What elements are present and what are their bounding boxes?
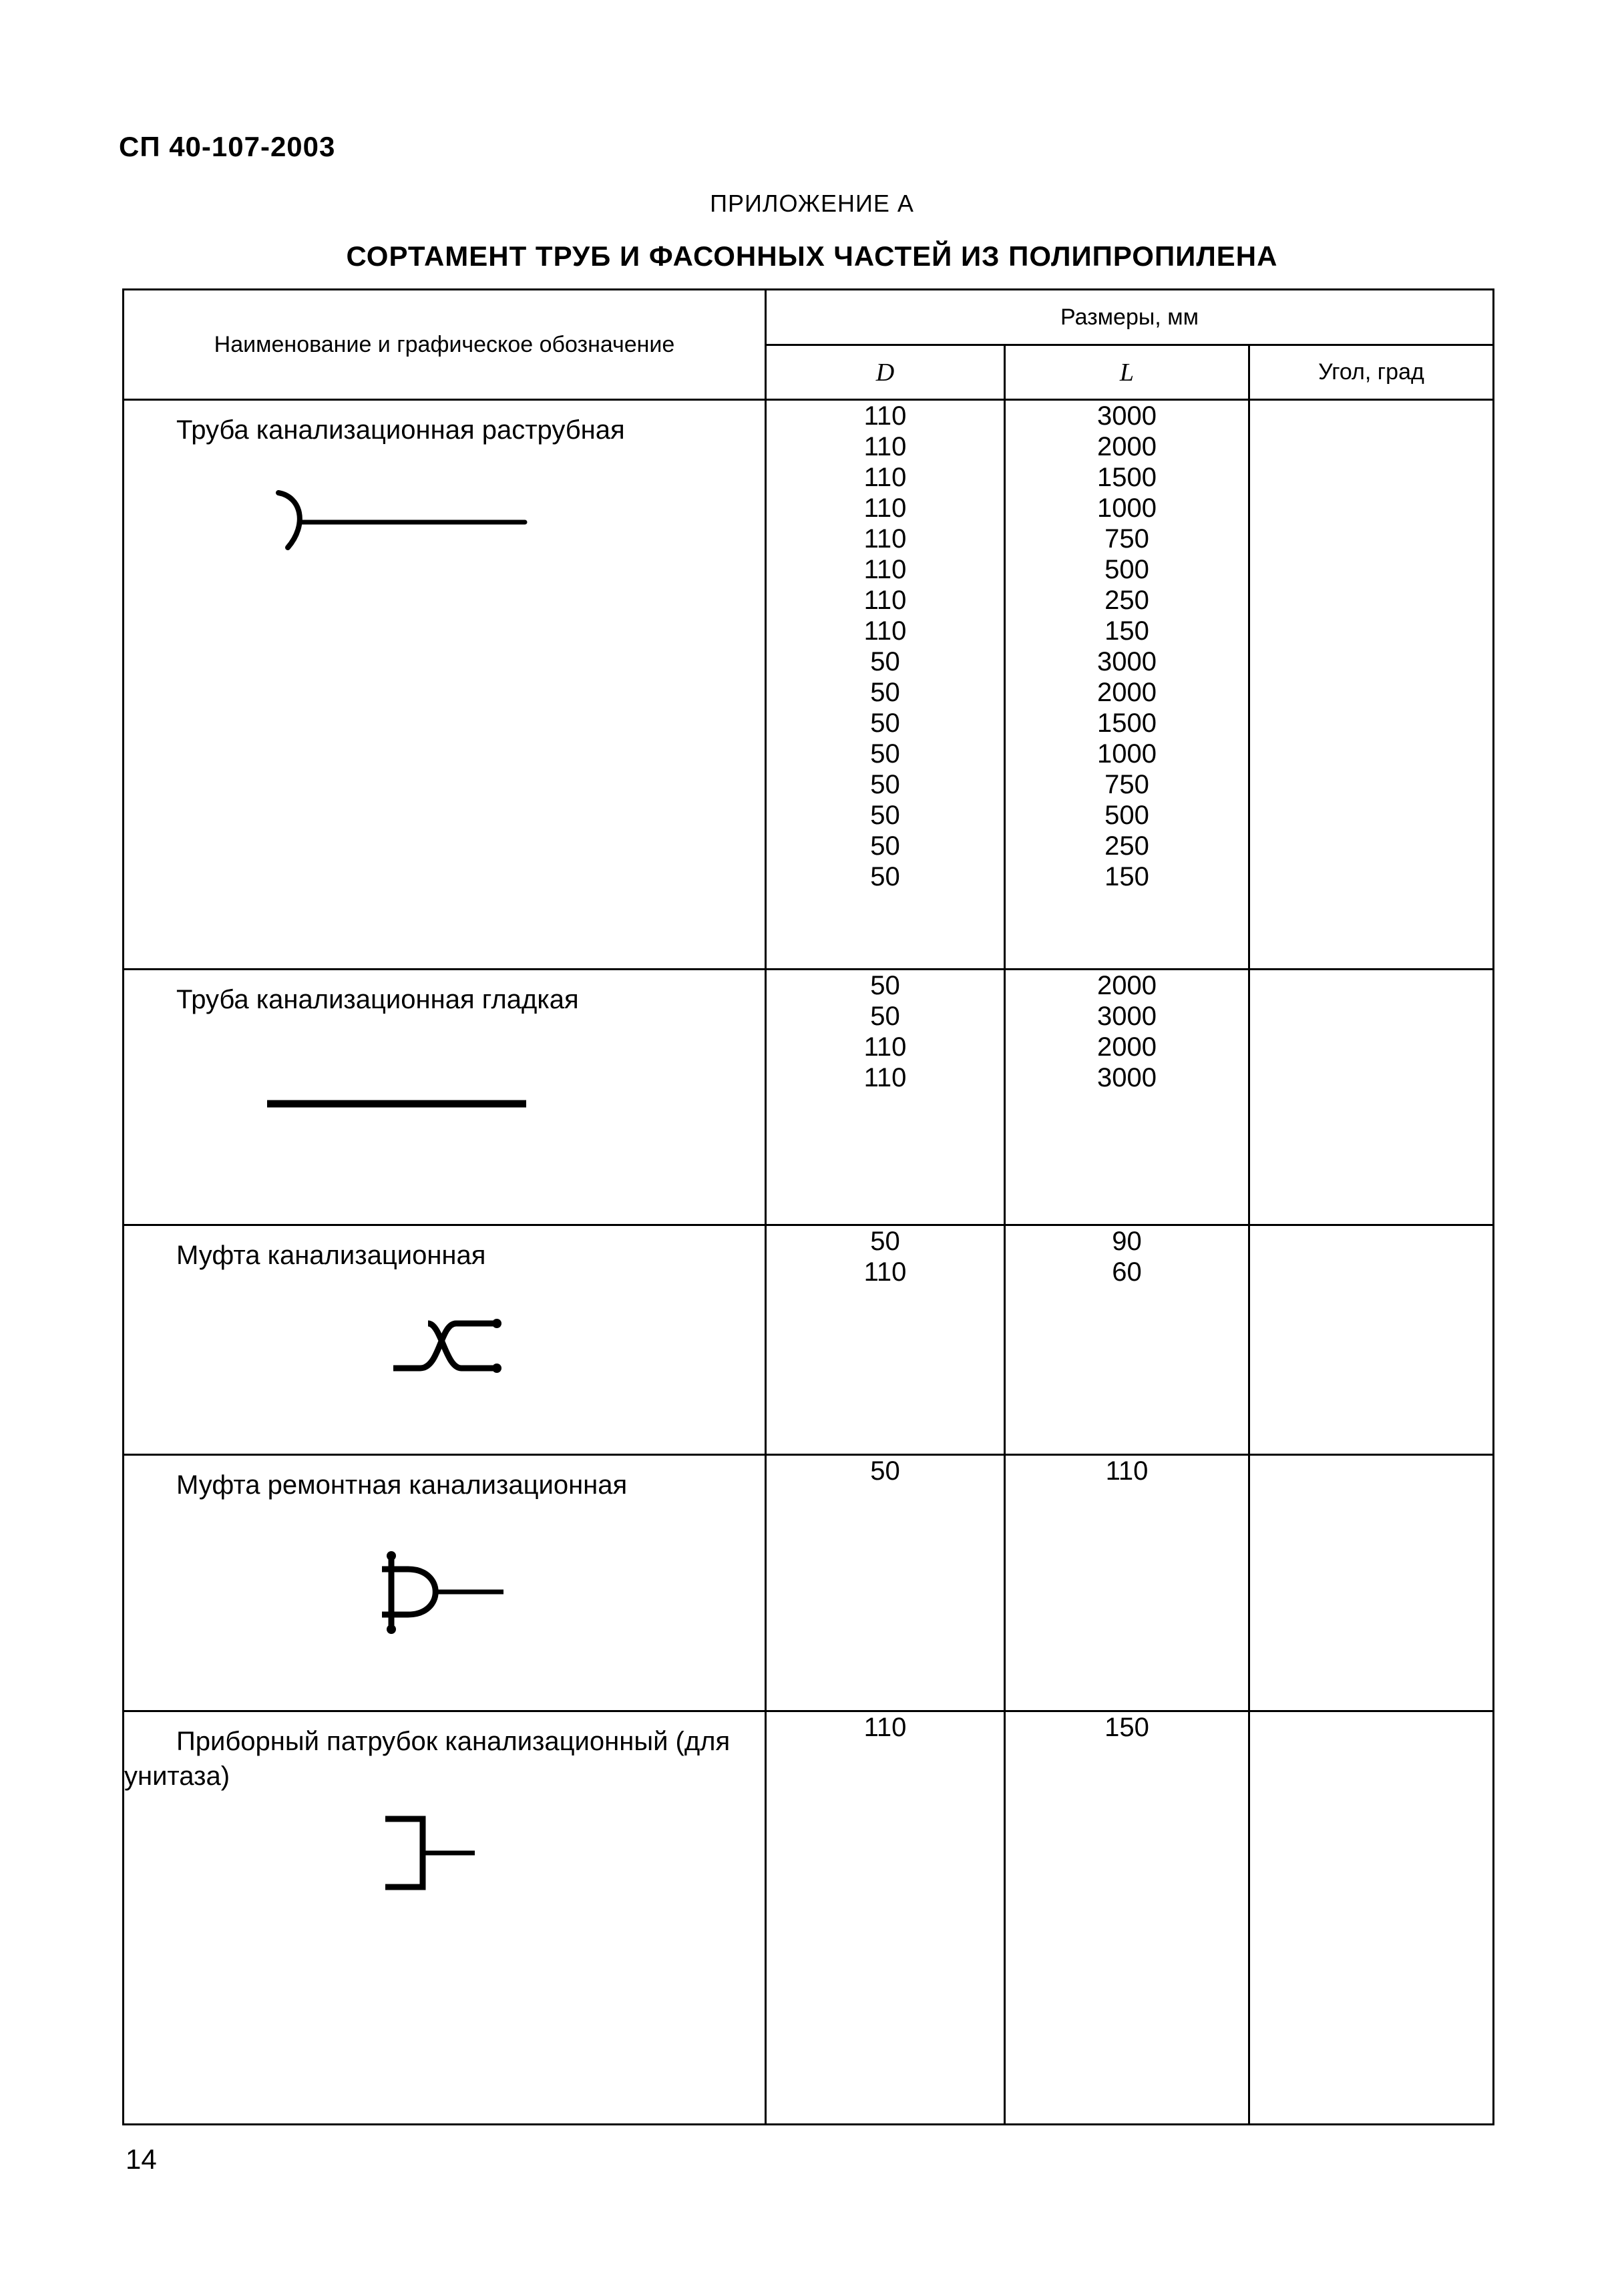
- item-name: Приборный патрубок канализационный (для унитаза): [124, 1727, 731, 1791]
- item-name: Труба канализационная гладкая: [176, 985, 579, 1014]
- item-name: Труба канализационная раструбная: [176, 415, 625, 445]
- item-name-cell: [124, 1225, 766, 1455]
- d-value: 50: [870, 801, 900, 830]
- d-value: 110: [863, 432, 907, 461]
- d-value: 50: [870, 971, 900, 1000]
- item-name: Муфта канализационная: [176, 1241, 486, 1270]
- d-value: 50: [870, 678, 900, 707]
- l-values: [1006, 1712, 1248, 1743]
- d-value: 50: [870, 708, 900, 738]
- repair-coupling-icon: [378, 1549, 512, 1636]
- l-value: 3000: [1097, 1002, 1157, 1031]
- header-d: D: [766, 345, 1005, 400]
- l-value: 150: [1104, 1713, 1149, 1742]
- d-value: 50: [870, 1002, 900, 1031]
- d-cell: [766, 970, 1005, 1225]
- d-value: 110: [863, 524, 907, 554]
- d-value: 110: [863, 1032, 907, 1062]
- d-values: [767, 1712, 1004, 1743]
- l-value: 2000: [1097, 971, 1157, 1000]
- l-value: 500: [1104, 555, 1149, 584]
- d-value: 110: [863, 616, 907, 646]
- angle-cell: [1249, 1711, 1494, 2125]
- l-value: 90: [1112, 1227, 1142, 1256]
- header-angle: Угол, град: [1249, 345, 1494, 400]
- l-values: [1006, 1456, 1248, 1486]
- header-sizes: Размеры, мм: [766, 290, 1494, 345]
- d-value: 110: [863, 1257, 907, 1287]
- item-name-cell: [124, 1711, 766, 2125]
- toilet-connector-icon: [381, 1812, 488, 1892]
- l-value: 150: [1104, 862, 1149, 891]
- l-values: [1006, 970, 1248, 1093]
- l-value: 1000: [1097, 739, 1157, 769]
- d-values: [767, 401, 1004, 892]
- d-value: 50: [870, 770, 900, 799]
- l-value: 2000: [1097, 432, 1157, 461]
- item-name-cell: [124, 970, 766, 1225]
- l-value: 110: [1105, 1456, 1149, 1486]
- item-name: Муфта ремонтная канализационная: [176, 1470, 628, 1500]
- table-row: [124, 1711, 1494, 2125]
- d-value: 50: [870, 862, 900, 891]
- l-value: 2000: [1097, 1032, 1157, 1062]
- l-value: 2000: [1097, 678, 1157, 707]
- d-cell: [766, 400, 1005, 970]
- table-row: [124, 1455, 1494, 1711]
- header-name-column: Наименование и графическое обозначение: [124, 290, 766, 400]
- d-value: 110: [863, 463, 907, 492]
- l-value: 3000: [1097, 1063, 1157, 1092]
- d-value: 50: [870, 739, 900, 769]
- d-values: [767, 970, 1004, 1093]
- l-value: 750: [1104, 524, 1149, 554]
- d-value: 50: [870, 1227, 900, 1256]
- l-value: 1500: [1097, 708, 1157, 738]
- angle-cell: [1249, 1225, 1494, 1455]
- d-value: 110: [863, 1063, 907, 1092]
- appendix-label: ПРИЛОЖЕНИЕ А: [710, 190, 914, 217]
- l-value: 250: [1104, 586, 1149, 615]
- l-value: 150: [1104, 616, 1149, 646]
- l-value: 750: [1104, 770, 1149, 799]
- page-number: 14: [126, 2143, 157, 2175]
- angle-cell: [1249, 400, 1494, 970]
- socket-pipe-icon: [274, 487, 542, 561]
- page-title: СОРТАМЕНТ ТРУБ И ФАСОННЫХ ЧАСТЕЙ ИЗ ПОЛИПРОПИЛЕНА: [346, 240, 1278, 272]
- smooth-pipe-icon: [264, 1097, 532, 1110]
- d-cell: [766, 1225, 1005, 1455]
- l-cell: [1005, 1711, 1249, 2125]
- assortment-table: [122, 288, 1494, 2125]
- l-value: 3000: [1097, 647, 1157, 676]
- coupling-icon: [388, 1311, 508, 1385]
- l-cell: [1005, 400, 1249, 970]
- d-value: 110: [863, 401, 907, 431]
- l-value: 500: [1104, 801, 1149, 830]
- table-row: [124, 970, 1494, 1225]
- d-values: [767, 1456, 1004, 1486]
- l-value: 1000: [1097, 493, 1157, 523]
- angle-cell: [1249, 1455, 1494, 1711]
- l-cell: [1005, 1225, 1249, 1455]
- d-value: 50: [870, 1456, 900, 1486]
- table-row: [124, 400, 1494, 970]
- l-cell: [1005, 1455, 1249, 1711]
- table-row: [124, 1225, 1494, 1455]
- l-value: 1500: [1097, 463, 1157, 492]
- d-value: 110: [863, 1713, 907, 1742]
- d-value: 110: [863, 493, 907, 523]
- d-value: 110: [863, 586, 907, 615]
- d-values: [767, 1226, 1004, 1287]
- d-value: 110: [863, 555, 907, 584]
- document-code: СП 40-107-2003: [119, 131, 336, 162]
- header-l: L: [1005, 345, 1249, 400]
- item-name-cell: [124, 400, 766, 970]
- l-value: 250: [1104, 831, 1149, 861]
- l-cell: [1005, 970, 1249, 1225]
- d-value: 50: [870, 647, 900, 676]
- d-value: 50: [870, 831, 900, 861]
- d-cell: [766, 1455, 1005, 1711]
- l-values: [1006, 401, 1248, 892]
- d-cell: [766, 1711, 1005, 2125]
- angle-cell: [1249, 970, 1494, 1225]
- l-value: 60: [1112, 1257, 1142, 1287]
- item-name-cell: [124, 1455, 766, 1711]
- table-header-row: [124, 290, 1494, 345]
- l-values: [1006, 1226, 1248, 1287]
- l-value: 3000: [1097, 401, 1157, 431]
